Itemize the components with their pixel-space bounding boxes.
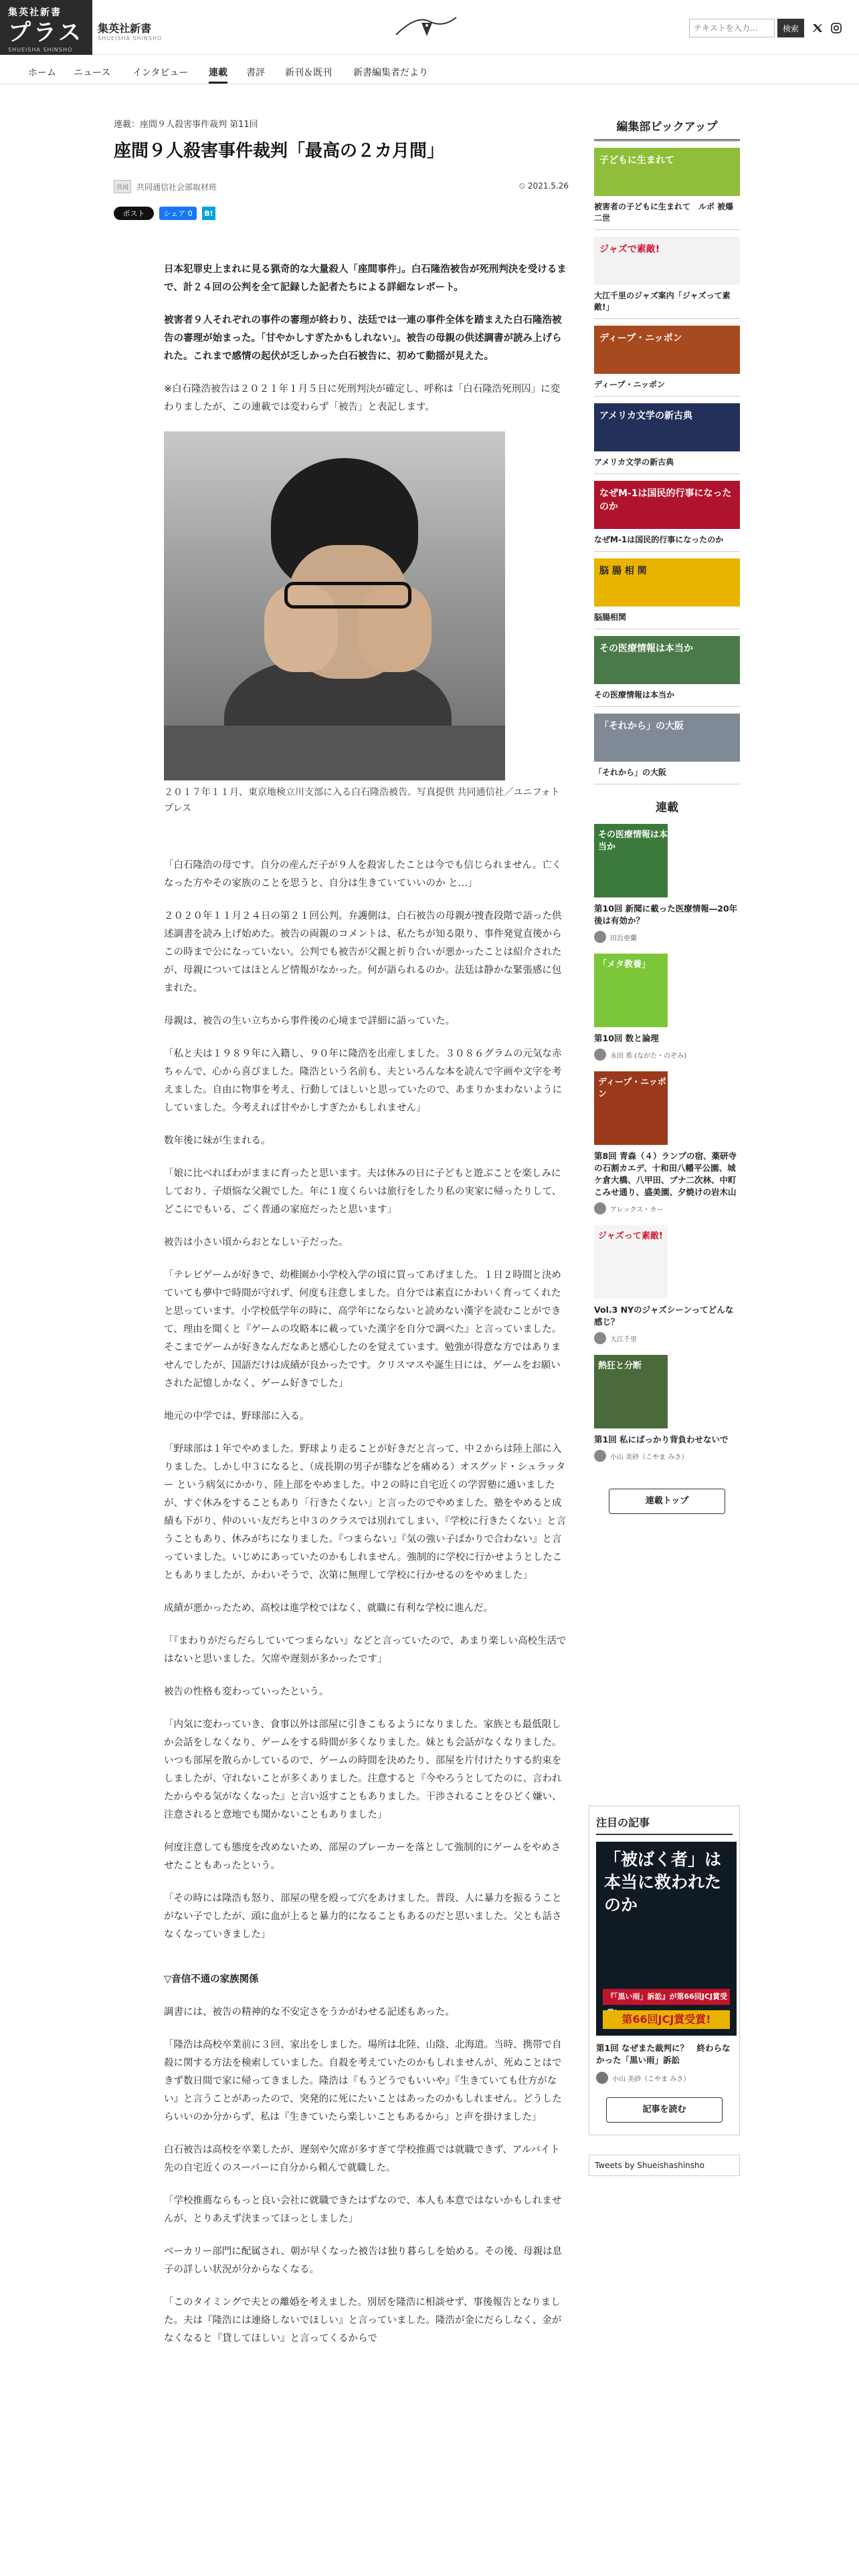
- lead-paragraph-2: 被害者９人それぞれの事件の審理が終わり、法廷では一連の事件全体を踏まえた白石隆浩被告の審理が始まった。「甘やかしすぎたかもしれない」。被告の母親の供述調書が読み上げられた。これまで感情の起伏が乏しかった白石被告に、初めて動揺が見えた。: [164, 315, 562, 362]
- rensai-author-name: 小山 美砂（こやま みさ）: [610, 1453, 688, 1461]
- body-paragraph: 「白石隆浩の母です。自分の産んだ子が９人を殺害したことは今でも信じられません。亡くなった方やその家族のことを思うと、自分は生きていていいのか と…」: [164, 860, 562, 889]
- body-paragraph: 「娘に比べればわがままに育ったと思います。夫は休みの日に子どもと遊ぶことを楽しみにしており、子煩悩な父親でした。年に１度くらいは旅行をしたり私の実家に帰ったりして、どこにでもいる、ごく普通の家庭だったと思います」: [164, 1168, 562, 1215]
- rensai-item[interactable]: [594, 820, 740, 950]
- share-row: [114, 207, 215, 220]
- featured-image-band: 『「黒い雨」訴訟』が第66回JCJ賞受: [603, 1989, 730, 2005]
- photo-caption: ２０１７年１１月、東京地検立川支部に入る白石隆浩被告。写真提供 共同通信社／ユニフォトプレス: [164, 787, 560, 814]
- pickup-image[interactable]: [594, 403, 740, 451]
- rensai-item[interactable]: [594, 1221, 740, 1351]
- avatar: [594, 1332, 606, 1344]
- site-logo[interactable]: [0, 0, 92, 55]
- rensai-image[interactable]: [594, 954, 668, 1027]
- share-hatena-button[interactable]: B!: [202, 207, 215, 220]
- body-paragraph: 「隆浩は高校卒業前に３回、家出をしました。場所は北陸、山陰、北海道。当時、携帯で自殺に関する方法を検索していました。自殺を考えていたのかもしれませんが、死ぬことはできず数日間で家に帰ってきました。隆浩は『もうどうでもいいや』『生きていても仕方がない』と言うことがあったので、突発的に死にたいことはあったのかもしれません。どうしたらいいのか分からず、私は『生きていたら楽しいこともあるから』と声を掛けました」: [164, 2040, 562, 2123]
- avatar: [594, 1202, 606, 1214]
- pickup-item[interactable]: [594, 629, 740, 707]
- pickup-image[interactable]: [594, 148, 740, 196]
- pickup-caption[interactable]: 被害者の子どもに生まれて ルポ 被爆二世: [594, 202, 734, 223]
- pickup-caption[interactable]: アメリカ文学の新古典: [594, 457, 674, 467]
- pickup-image-text: アメリカ文学の新古典: [599, 411, 693, 421]
- body-paragraph: 母親は、被告の生い立ちから事件後の心境まで詳細に語っていた。: [164, 1016, 455, 1027]
- pickup-list: [594, 141, 740, 784]
- pickup-image[interactable]: [594, 481, 740, 529]
- rensai-image-text: 熱狂と分断: [598, 1361, 642, 1371]
- pickup-image[interactable]: [594, 558, 740, 607]
- rensai-item[interactable]: [594, 1067, 740, 1221]
- rensai-image-text: 「メタ教養」: [598, 960, 651, 970]
- nav-item-home[interactable]: ホーム: [28, 68, 56, 78]
- tweets-link[interactable]: Tweets by Shueishashinsho: [589, 2155, 740, 2176]
- rensai-author: [594, 1049, 740, 1061]
- pickup-image[interactable]: [594, 237, 740, 285]
- brand-bottom: SHUEISHA SHINSHO: [98, 35, 163, 41]
- body-paragraph: 「学校推薦ならもっと良い会社に就職できたはずなので、本人も本意ではないかもしれませんが、とりあえず決まってほっとしました」: [164, 2195, 562, 2224]
- featured-article-box: [589, 1806, 740, 2135]
- avatar: [594, 1450, 606, 1462]
- body-paragraph: 成績が悪かったため、高校は進学校ではなく、就職に有利な学校に進んだ。: [164, 1603, 494, 1614]
- pickup-image-text: ジャズで素敵!: [599, 244, 660, 255]
- rensai-image-text: ディープ・ニッポン: [598, 1077, 666, 1099]
- brand-text[interactable]: [98, 20, 162, 41]
- logo-sub-text: SHUEISHA SHINSHO: [8, 47, 73, 53]
- lead-paragraph-1: 日本犯罪史上まれに見る猟奇的な大量殺人「座間事件」。白石隆浩被告が死刑判決を受けるまで、計２４回の公判を全て記録した記者たちによる詳細なレポート。: [164, 264, 567, 293]
- rensai-list: [594, 820, 740, 1469]
- body-paragraph: ２０２０年１１月２４日の第２１回公判。弁護側は、白石被告の母親が捜査段階で語った供述調書を読み上げ始めた。被告の両親のコメントは、私たちが知る限り、事件発覚直後からこの時まで公になっていない。公判でも被告が父親と折り合いが悪かったことは紹介されたが、母親についてはほとんど情報がなかった。何が語られるのか。法廷は静かな緊張感に包まれた。: [164, 911, 562, 994]
- pickup-image-text: ディープ・ニッポン: [599, 333, 682, 344]
- avatar: [596, 2072, 608, 2084]
- body-paragraph: 数年後に妹が生まれる。: [164, 1136, 271, 1146]
- rensai-author-name: 大江千里: [610, 1335, 637, 1344]
- pickup-caption[interactable]: 脳腸相関: [594, 613, 627, 622]
- rensai-author-name: 永田 希 (ながた・のぞみ): [610, 1052, 687, 1060]
- share-x-button[interactable]: ポスト: [114, 207, 154, 220]
- logo-small-text: 集英社新書: [8, 7, 62, 18]
- pickup-image[interactable]: [594, 326, 740, 374]
- search-button[interactable]: 検索: [777, 19, 804, 37]
- twitter-icon[interactable]: [811, 21, 824, 35]
- section-subhead: ▽音信不通の家族関係: [164, 1974, 259, 1985]
- rensai-image-text: ジャズって素敵!: [598, 1231, 663, 1241]
- pickup-item[interactable]: [594, 230, 740, 319]
- pickup-image-text: 子どもに生まれて: [599, 155, 674, 166]
- body-paragraph: 被告は小さい頃からおとなしい子だった。: [164, 1237, 349, 1248]
- photo-shape-glasses: [284, 582, 411, 609]
- nav-item-rensai[interactable]: 連載: [209, 66, 227, 84]
- pickup-item[interactable]: [594, 552, 740, 629]
- rensai-author: [594, 1332, 740, 1344]
- rensai-top-button[interactable]: 連載トップ: [609, 1489, 725, 1514]
- sidebar: [594, 117, 740, 1514]
- body-paragraph: 「テレビゲームが好きで、幼稚園か小学校入学の頃に買ってあげました。１日２時間と決めていても夢中で時間が守れず、何度も注意しました。自分では素直にかわいく育ってくれたと思っています。小学校低学年の時に、高学年にならないと読めない漢字を読むことができて、理由を聞くと『ゲームの攻略本に載っていた漢字を自分で調べた』と言っていました。そこまでゲームが好きなんだなあと感心したのを覚えています。勉強が得意な方ではありませんでしたが、国語だけは成績が良かったです。クリスマスや誕生日には、ゲームをお願いされた記憶しかなく、ゲーム好きでした」: [164, 1270, 562, 1389]
- pickup-image[interactable]: [594, 636, 740, 684]
- pickup-image-text: 「それから」の大阪: [599, 721, 684, 732]
- pickup-caption[interactable]: なぜM-1は国民的行事になったのか: [594, 535, 724, 544]
- rensai-image[interactable]: [594, 1225, 668, 1299]
- rensai-author: [594, 1202, 740, 1214]
- featured-title: 注目の記事: [596, 1814, 733, 1835]
- rensai-author-name: アレックス・カー: [610, 1206, 664, 1214]
- avatar: [594, 1049, 606, 1061]
- pen-nib-icon: [389, 8, 463, 45]
- body-paragraph: 白石被告は高校を卒業したが、遅刻や欠席が多すぎて学校推薦では就職できず、アルバイト先の自宅近くのスーパーに自分から頼んで就職した。: [164, 2145, 560, 2173]
- logo-big-text: プラス: [8, 19, 84, 46]
- body-paragraph: 「その時には隆浩も怒り、部屋の壁を殴って穴をあけました。普段、人に暴力を振るうことがない子でしたが、頭に血が上ると暴力的になることもあるのだと思いました。父とも話さなくなっていきました」: [164, 1893, 562, 1940]
- pickup-image-text: なぜM-1は国民的行事になったのか: [599, 488, 732, 512]
- rensai-image[interactable]: [594, 1355, 668, 1428]
- rensai-caption[interactable]: 第10回 数と論理: [594, 1033, 659, 1043]
- search-input[interactable]: [689, 19, 775, 37]
- pickup-title: 編集部ピックアップ: [594, 117, 740, 141]
- photo-shape-car: [164, 726, 505, 780]
- rensai-author: [594, 931, 740, 943]
- rensai-caption[interactable]: 第10回 新聞に載った医療情報―20年後は有効か？: [594, 903, 738, 926]
- body-paragraph: 地元の中学では、野球部に入る。: [164, 1411, 310, 1422]
- body-paragraph: 調書には、被告の精神的な不安定さをうかがわせる記述もあった。: [164, 2007, 455, 2018]
- rensai-author-name: 田近亜蘭: [610, 934, 637, 942]
- pickup-caption[interactable]: 「それから」の大阪: [594, 768, 667, 777]
- byline: [114, 180, 217, 193]
- body-paragraph: 「内気に変わっていき、食事以外は部屋に引きこもるようになりました。家族とも最低限しか会話をしなくなり、ゲームをする時間が多くなりました。妹とも会話がなくなりました。いつも部屋を散らかしているので、ゲームの時間を決めたり、部屋を片付けたりする約束をしましたが、守れないことが多くありました。注意すると『今やろうとしてたのに、言われたからやる気がなくなった』と言い返すこともありました。干渉されることをひどく嫌い、注意されると意地でも聞かないこともありました」: [164, 1719, 562, 1820]
- instagram-icon[interactable]: [830, 21, 843, 35]
- pickup-item[interactable]: [594, 707, 740, 784]
- pickup-image[interactable]: [594, 714, 740, 762]
- body-paragraph: 何度注意しても態度を改めないため、部屋のブレーカーを落として強制的にゲームをやめさせたこともあったという。: [164, 1842, 561, 1871]
- article-kicker[interactable]: 連載：座間９人殺害事件裁判 第11回: [114, 120, 258, 130]
- featured-caption[interactable]: 第1回 なぜまた裁判に？ 終わらなかった「黒い雨」訴訟: [596, 2043, 731, 2065]
- rensai-image[interactable]: [594, 824, 668, 897]
- site-header: [0, 0, 859, 55]
- body-paragraph: 「野球部は１年でやめました。野球より走ることが好きだと言って、中２からは陸上部に入りました。しかし中３になると、（成長期の男子が膝などを痛める）オスグッド・シュラッター という病気にかかり、陸上部をやめました。中２の時に自宅近くの学習塾に通いましたが、すぐ休みをすることもあり「行きたくない」と言ったのでやめました。塾をやめると成績も下がり、仲のいい友だちと中３のクラスでは別れてしまい、『学校に行きたくない』と言うこともあり、休みがちになりました。『つまらない』『気の強い子ばかりで合わない』と言っていました。いじめにあっていたのかもしれません。強制的に学校に行かせようとしたこともありましたが、かわいそうで、次第に無理して学校に行かせるのをやめました」: [164, 1444, 567, 1581]
- featured-author: [596, 2072, 733, 2084]
- featured-image-award: 第66回JCJ賞受賞!: [603, 2010, 730, 2029]
- pickup-caption[interactable]: その医療情報は本当か: [594, 690, 675, 700]
- featured-image-text: 「被ばく者」は本当に救われたのか: [604, 1850, 722, 1915]
- rensai-author: [594, 1450, 740, 1462]
- main-nav: [0, 60, 859, 84]
- body-paragraph: 被告の性格も変わっていったという。: [164, 1687, 329, 1697]
- share-facebook-button[interactable]: シェア 0: [159, 207, 197, 220]
- article-title: 座間９人殺害事件裁判「最高の２カ月間」: [114, 141, 445, 161]
- brand-top: 集英社新書: [98, 22, 152, 35]
- nav-item-shinkan[interactable]: 新刊＆既刊: [285, 68, 332, 78]
- nav-item-shohyo[interactable]: 書評: [246, 68, 265, 78]
- pickup-caption[interactable]: ディープ・ニッポン: [594, 380, 665, 389]
- rensai-caption[interactable]: 第8回 青森（４）ランプの宿、薬研寺の石割カエデ、十和田八幡平公園、城ケ倉大橋、八甲田、ブナ二次林、中町こみせ通り、盛美園、夕焼けの岩木山: [594, 1151, 737, 1197]
- rensai-caption[interactable]: Vol.3 NYのジャズシーンってどんな感じ？: [594, 1305, 734, 1327]
- rensai-caption[interactable]: 第1回 私にばっかり背負わせないで: [594, 1434, 729, 1444]
- rensai-image[interactable]: [594, 1071, 668, 1145]
- nav-item-editors[interactable]: 新書編集者だより: [353, 68, 428, 78]
- rensai-title: 連載: [656, 801, 678, 815]
- pickup-item[interactable]: [594, 474, 740, 552]
- nav-item-interview[interactable]: インタビュー: [132, 68, 189, 78]
- article-body: [164, 261, 569, 2363]
- pickup-item[interactable]: [594, 141, 740, 230]
- pickup-item[interactable]: [594, 397, 740, 474]
- rensai-item[interactable]: [594, 1351, 740, 1469]
- author-name[interactable]: 共同通信社会部取材班: [136, 182, 217, 192]
- article-photo: [164, 431, 505, 780]
- nav-item-news[interactable]: ニュース: [74, 68, 111, 78]
- date-text: 2021.5.26: [527, 181, 569, 191]
- body-paragraph: 「『まわりがだらだらしていてつまらない』などと言っていたので、あまり楽しい高校生活ではないと思いました。欠席や遅刻が多かったです」: [164, 1636, 567, 1665]
- body-paragraph: 「私と夫は１９８９年に入籍し、９０年に隆浩を出産しました。３０８６グラムの元気な赤ちゃんで、心から喜びました。隆浩という名前も、夫といろんな本を読んで字画や文字を考えました。自由に物事を考え、行動してほしいと思っていたので、あまりかまわないようにしていました。今考えれば甘やかしすぎたかもしれません」: [164, 1049, 563, 1113]
- article-date: [519, 181, 569, 191]
- note-paragraph: ※白石隆浩被告は２０２１年１月５日に死刑判決が確定し、呼称は「白石隆浩死刑囚」に変わりましたが、この連載では変わらず「被告」と表記します。: [164, 384, 561, 413]
- pickup-item[interactable]: [594, 319, 740, 397]
- rensai-item[interactable]: [594, 950, 740, 1067]
- featured-author-name: 小山 美砂（こやま みさ）: [612, 2075, 690, 2083]
- author-logo: 共同: [114, 180, 131, 193]
- body-paragraph: ベーカリー部門に配属され、朝が早くなった被告は独り暮らしを始める。その後、母親は息子の詳しい状況が分からなくなる。: [164, 2246, 563, 2275]
- pickup-caption[interactable]: 大江千里のジャズ案内「ジャズって素敵!」: [594, 291, 731, 312]
- body-paragraph: 「このタイミングで夫との離婚を考えました。別居を隆浩に相談せず、事後報告となりました。夫は『隆浩には連絡しないでほしい』と言っていました。隆浩が金にだらしなく、金がなくなると『貸してほしい』と言ってくるからで: [164, 2297, 562, 2344]
- pickup-image-text: その医療情報は本当か: [599, 643, 693, 654]
- clock-icon: ⏲: [518, 181, 528, 191]
- pickup-image-text: 脳 腸 相 関: [599, 566, 647, 576]
- read-article-button[interactable]: 記事を読む: [606, 2097, 723, 2123]
- featured-image[interactable]: [596, 1842, 737, 2036]
- rensai-image-text: その医療情報は本当か: [598, 830, 668, 852]
- avatar: [594, 931, 606, 943]
